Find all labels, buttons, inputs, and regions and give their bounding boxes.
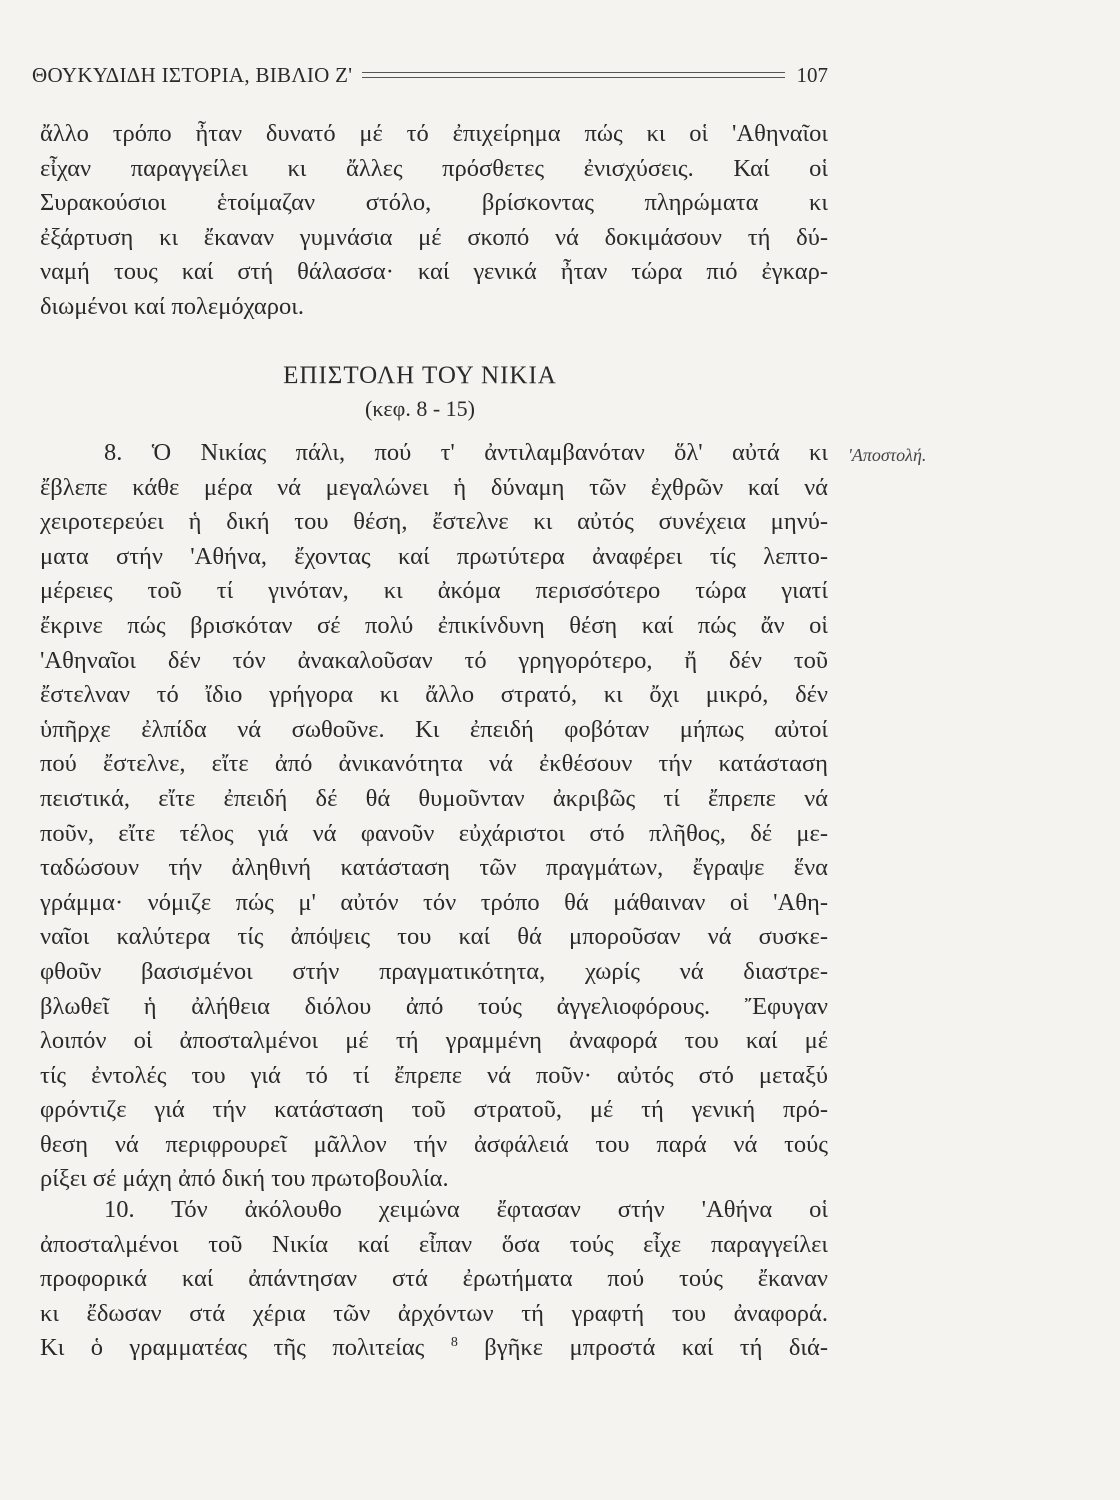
text-line: ἄλλο τρόπο ἦταν δυνατό μέ τό ἐπιχείρημα πώς κι οἱ 'Αθηναῖοι — [40, 120, 828, 147]
text-line: ἔστελναν τό ἴδιο γρήγορα κι ἄλλο στρατό, κι ὄχι μικρό, δέν — [40, 681, 828, 709]
text-line: φρόντιζε γιά τήν κατάσταση τοῦ στρατοῦ, μέ τή γενική πρό- — [40, 1096, 828, 1124]
text-line-with-footnote — [40, 1331, 828, 1366]
text-line: ἔβλεπε κάθε μέρα νά μεγαλώνει ἡ δύναμη τῶν ἐχθρῶν καί νά — [40, 473, 828, 501]
text-line: ποῦν, εἴτε τέλος γιά νά φανοῦν εὐχάριστοι στό πλῆθος, δέ με- — [40, 819, 828, 847]
text-fragment: Κι ὁ γραμματέας τῆς πολιτείας — [40, 1334, 425, 1362]
section-title: ΕΠΙΣΤΟΛΗ ΤΟΥ ΝΙΚΙΑ — [283, 362, 557, 389]
text-line: ὑπῆρχε ἐλπίδα νά σωθοῦνε. Κι ἐπειδή φοβόταν μήπως αὐτοί — [40, 715, 828, 743]
text-line: ἀποσταλμένοι τοῦ Νικία καί εἶπαν ὅσα τούς εἶχε παραγγείλει — [40, 1230, 828, 1258]
section-chapters: (κεφ. 8 - 15) — [365, 396, 475, 421]
text-line: βλωθεῖ ἡ ἀλήθεια διόλου ἀπό τούς ἀγγελιοφόρους. Ἔφυγαν — [40, 992, 828, 1020]
text-line: πειστικά, εἴτε ἐπειδή δέ θά θυμοῦνταν ἀκριβῶς τί ἔπρεπε νά — [40, 784, 828, 812]
running-title: ΘΟΥΚΥΔΙΔΗ ΙΣΤΟΡΙΑ, ΒΙΒΛΙΟ Ζ' — [32, 62, 353, 87]
text-line: 8. Ὁ Νικίας πάλι, πού τ' ἀντιλαμβανόταν ὅλ' αὐτά κι — [104, 439, 828, 466]
footnote-marker: 8 — [450, 1335, 458, 1351]
text-line: ταδώσουν τήν ἀληθινή κατάσταση τῶν πραγμάτων, ἔγραψε ἕνα — [40, 854, 828, 882]
text-line: ἔκρινε πώς βρισκόταν σέ πολύ ἐπικίνδυνη θέση καί πώς ἄν οἱ — [40, 611, 828, 639]
running-header — [32, 62, 828, 88]
text-line: ματα στήν 'Αθήνα, ἔχοντας καί πρωτύτερα ἀναφέρει τίς λεπτο- — [40, 542, 828, 570]
text-line: διωμένοι καί πολεμόχαροι. — [40, 292, 304, 320]
text-line: ρίξει σέ μάχη ἀπό δική του πρωτοβουλία. — [40, 1165, 449, 1193]
text-line: 10. Τόν ἀκόλουθο χειμώνα ἔφτασαν στήν 'Αθήνα οἱ — [104, 1196, 828, 1223]
margin-note: 'Αποστολή. — [848, 445, 927, 465]
text-line: πού ἔστελνε, εἴτε ἀπό ἀνικανότητα νά ἐκθέσουν τήν κατάσταση — [40, 750, 828, 778]
text-line: ναῖοι καλύτερα τίς ἀπόψεις του καί θά μποροῦσαν νά συσκε- — [40, 923, 828, 951]
text-line: Συρακούσιοι ἑτοίμαζαν στόλο, βρίσκοντας πληρώματα κι — [40, 189, 828, 217]
paragraph-10 — [40, 1193, 828, 1366]
text-line: 'Αθηναῖοι δέν τόν ἀνακαλοῦσαν τό γρηγορότερο, ἤ δέν τοῦ — [40, 646, 828, 674]
text-line: φθοῦν βασισμένοι στήν πραγματικότητα, χωρίς νά διαστρε- — [40, 957, 828, 985]
header-rule — [362, 72, 784, 78]
text-line: τίς ἐντολές του γιά τό τί ἔπρεπε νά ποῦν· αὐτός στό μεταξύ — [40, 1061, 828, 1089]
text-line: θεση νά περιφρουρεῖ μᾶλλον τήν ἀσφάλειά του παρά νά τούς — [40, 1130, 828, 1158]
text-line: ναμή τους καί στή θάλασσα· καί γενικά ἦταν τώρα πιό ἐγκαρ- — [40, 258, 828, 286]
text-line: κι ἔδωσαν στά χέρια τῶν ἀρχόντων τή γραφτή του ἀναφορά. — [40, 1299, 828, 1327]
opening-paragraph — [40, 117, 828, 325]
page-number: 107 — [796, 62, 828, 87]
text-line: χειροτερεύει ἡ δική του θέση, ἔστελνε κι αὐτός συνέχεια μηνύ- — [40, 508, 828, 536]
text-line: ἐξάρτυση κι ἔκαναν γυμνάσια μέ σκοπό νά δοκιμάσουν τή δύ- — [40, 223, 828, 251]
text-line: γράμμα· νόμιζε πώς μ' αὐτόν τόν τρόπο θά μάθαιναν οἱ 'Αθη- — [40, 888, 828, 916]
text-line: εἶχαν παραγγείλει κι ἄλλες πρόσθετες ἐνισχύσεις. Καί οἱ — [40, 154, 828, 182]
text-line: προφορικά καί ἀπάντησαν στά ἐρωτήματα πού τούς ἔκαναν — [40, 1265, 828, 1293]
text-fragment: βγῆκε μπροστά καί τή διά- — [484, 1334, 829, 1362]
text-line: μέρειες τοῦ τί γινόταν, κι ἀκόμα περισσότερο τώρα γιατί — [40, 577, 828, 605]
paragraph-8 — [40, 436, 828, 1197]
text-line: λοιπόν οἱ ἀποσταλμένοι μέ τή γραμμένη ἀναφορά του καί μέ — [40, 1027, 828, 1055]
